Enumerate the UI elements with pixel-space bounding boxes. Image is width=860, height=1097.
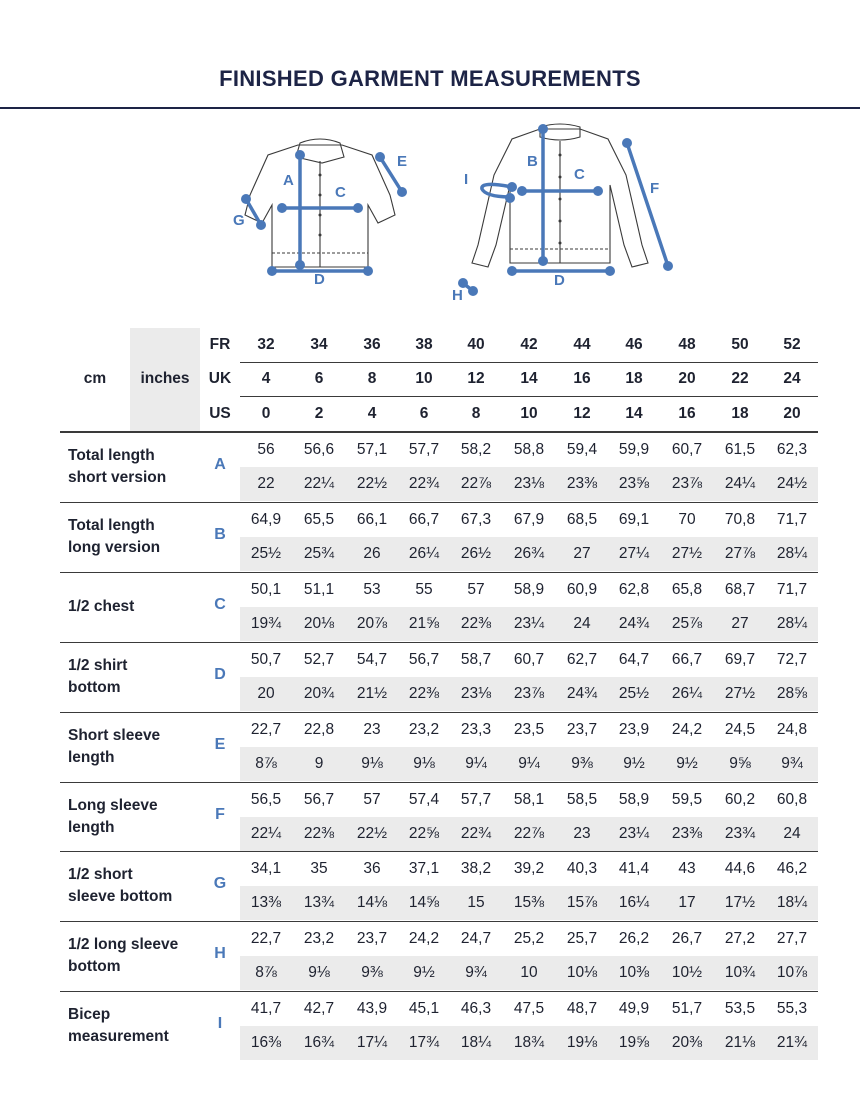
cm-value: 56,7: [303, 790, 335, 808]
cm-value: 41,7: [250, 1000, 282, 1018]
cm-value: 57: [467, 580, 485, 598]
size-us-2: 2: [314, 405, 324, 422]
inch-value: 9⅜: [361, 964, 383, 982]
size-us-20: 20: [783, 405, 801, 422]
cm-value: 60,9: [566, 580, 598, 598]
size-system-uk: UK: [208, 370, 232, 387]
inch-value: 17: [678, 894, 696, 912]
inch-value: 23⅞: [513, 684, 545, 702]
size-us-8: 8: [471, 405, 481, 422]
inch-value: 22⅝: [408, 824, 440, 842]
cm-value: 58,2: [460, 441, 492, 458]
inch-value: 16⅜: [250, 1034, 282, 1052]
row-letter-b: B: [214, 525, 226, 543]
row-d-label-line: bottom: [68, 678, 121, 696]
size-us-16: 16: [678, 405, 696, 422]
cm-value: 46,2: [776, 860, 808, 878]
sketch-letter-a: A: [283, 172, 294, 189]
inch-value: 14⅛: [356, 894, 388, 912]
cm-value: 56,6: [303, 441, 335, 458]
size-system-fr: FR: [209, 336, 231, 353]
row-e-label: [68, 725, 208, 769]
cm-value: 23,5: [513, 720, 545, 738]
row-d-label-line: 1/2 shirt: [68, 656, 128, 674]
cm-value: 62,7: [566, 650, 598, 668]
inch-value: 9⅛: [361, 754, 383, 772]
cm-value: 23,3: [460, 720, 492, 738]
inch-value: 23¼: [618, 824, 650, 842]
cm-value: 53,5: [724, 1000, 756, 1018]
inch-value: 9½: [623, 754, 645, 772]
cm-value: 37,1: [408, 860, 440, 878]
inch-value: 21⅛: [724, 1034, 756, 1052]
inch-value: 8⅞: [255, 754, 277, 772]
size-us-12: 12: [573, 405, 591, 422]
inch-value: 15⅞: [566, 894, 598, 912]
inch-value: 27: [573, 544, 591, 562]
inch-value: 9½: [413, 964, 435, 982]
sketch-letter-b: B: [527, 153, 538, 170]
cm-value: 26,7: [671, 930, 703, 948]
row-c-label: [68, 596, 208, 618]
cm-value: 27,7: [776, 930, 808, 948]
row-g-label-line: sleeve bottom: [68, 888, 173, 906]
inch-value: 27½: [724, 684, 756, 702]
inch-value: 9⅛: [413, 754, 435, 772]
cm-value: 23: [363, 720, 381, 738]
inch-value: 24¼: [724, 475, 756, 492]
inch-value: 22⅜: [303, 824, 335, 842]
inch-value: 18¼: [460, 1034, 492, 1052]
cm-value: 58,9: [513, 580, 545, 598]
size-uk-14: 14: [520, 370, 538, 387]
cm-value: 58,8: [513, 441, 545, 458]
inch-value: 18¾: [513, 1034, 545, 1052]
inch-value: 22⅜: [408, 684, 440, 702]
cm-value: 57,1: [356, 441, 388, 458]
row-b-label: [68, 515, 208, 559]
cm-value: 23,7: [566, 720, 598, 738]
size-fr-50: 50: [731, 336, 749, 353]
size-fr-46: 46: [625, 336, 643, 353]
size-fr-48: 48: [678, 336, 696, 353]
cm-value: 69,7: [724, 650, 756, 668]
cm-value: 40,3: [566, 860, 598, 878]
inch-value: 10⅜: [618, 964, 650, 982]
cm-value: 24,8: [776, 720, 808, 738]
inch-value: 17¼: [356, 1034, 388, 1052]
cm-value: 55,3: [776, 1000, 808, 1018]
inch-value: 9¼: [518, 754, 540, 772]
row-g-label-line: 1/2 short: [68, 866, 133, 884]
inch-value: 23⅛: [460, 684, 492, 702]
inch-value: 10½: [671, 964, 703, 982]
cm-value: 60,7: [671, 441, 703, 458]
cm-value: 27,2: [724, 930, 756, 948]
size-uk-12: 12: [467, 370, 485, 387]
cm-value: 58,5: [566, 790, 598, 808]
cm-value: 52,7: [303, 650, 335, 668]
inch-value: 25½: [250, 544, 282, 562]
row-g-label: [68, 864, 208, 908]
cm-value: 56: [257, 441, 275, 458]
inch-value: 8⅞: [255, 964, 277, 982]
cm-value: 25,2: [513, 930, 545, 948]
sketch-letter-g: G: [233, 212, 245, 229]
size-system-us: US: [209, 405, 231, 422]
cm-value: 35: [310, 860, 328, 878]
inch-value: 9¾: [465, 964, 487, 982]
cm-value: 24,5: [724, 720, 756, 738]
inch-value: 22: [257, 475, 275, 492]
size-fr-40: 40: [467, 336, 485, 353]
size-fr-36: 36: [363, 336, 381, 353]
cm-value: 46,3: [460, 1000, 492, 1018]
inch-value: 10⅛: [566, 964, 598, 982]
row-letter-i: I: [217, 1015, 223, 1033]
inch-value: 26¼: [408, 544, 440, 562]
inch-value: 28¼: [776, 544, 808, 562]
page-title: FINISHED GARMENT MEASUREMENTS: [219, 66, 641, 91]
size-uk-18: 18: [625, 370, 643, 387]
size-uk-20: 20: [678, 370, 696, 387]
inch-value: 14⅝: [408, 894, 440, 912]
cm-value: 60,7: [513, 650, 545, 668]
sketch-letter-c2: C: [574, 166, 585, 183]
inch-value: 15: [467, 894, 485, 912]
inch-value: 17¾: [408, 1034, 440, 1052]
row-letter-h: H: [214, 945, 226, 963]
size-us-10: 10: [520, 405, 538, 422]
inch-value: 9⅛: [308, 964, 330, 982]
row-b-label-line: long version: [68, 538, 161, 556]
cm-value: 53: [363, 580, 381, 598]
size-fr-38: 38: [415, 336, 433, 353]
inch-value: 18¼: [776, 894, 808, 912]
cm-value: 68,5: [566, 510, 598, 528]
inch-value: 24½: [776, 475, 808, 492]
inch-value: 22¼: [303, 475, 335, 492]
cm-value: 23,2: [408, 720, 440, 738]
inch-value: 21½: [356, 684, 388, 702]
inch-value: 9⅝: [729, 754, 751, 772]
inch-value: 26: [363, 544, 381, 562]
sketch-letter-d2: D: [554, 272, 565, 289]
row-i-label: [68, 1004, 208, 1048]
row-f-label: [68, 795, 208, 839]
cm-value: 39,2: [513, 860, 545, 878]
cm-value: 71,7: [776, 580, 808, 598]
inch-value: 17½: [724, 894, 756, 912]
inch-value: 20: [257, 684, 275, 702]
row-h-label: [68, 934, 208, 978]
cm-value: 58,1: [513, 790, 545, 808]
row-h-label-line: 1/2 long sleeve: [68, 936, 179, 954]
cm-value: 71,7: [776, 510, 808, 528]
inch-value: 16¾: [303, 1034, 335, 1052]
cm-value: 23,7: [356, 930, 388, 948]
cm-value: 36: [363, 860, 381, 878]
inch-value: 19⅝: [618, 1034, 650, 1052]
inch-value: 21¾: [776, 1034, 808, 1052]
inch-value: 26¾: [513, 544, 545, 562]
inch-value: 22⅞: [513, 824, 545, 842]
cm-value: 66,7: [408, 510, 440, 528]
size-uk-22: 22: [731, 370, 749, 387]
inch-value: 20⅛: [303, 614, 335, 632]
row-e-label-line: length: [68, 748, 115, 766]
size-fr-44: 44: [573, 336, 591, 353]
cm-value: 65,8: [671, 580, 703, 598]
cm-value: 59,9: [618, 441, 650, 458]
cm-value: 26,2: [618, 930, 650, 948]
inch-value: 9: [314, 754, 324, 772]
cm-value: 58,9: [618, 790, 650, 808]
row-h-label-line: bottom: [68, 958, 121, 976]
size-fr-34: 34: [310, 336, 328, 353]
inch-value: 9½: [676, 754, 698, 772]
inch-value: 20¾: [303, 684, 335, 702]
cm-value: 62,3: [776, 441, 808, 458]
sketch-letter-h: H: [452, 287, 463, 304]
size-uk-16: 16: [573, 370, 591, 387]
size-us-0: 0: [261, 405, 271, 422]
size-uk-8: 8: [367, 370, 377, 387]
row-e-label-line: Short sleeve: [68, 726, 161, 744]
inch-value: 27⅞: [724, 544, 756, 562]
unit-inches-label: inches: [140, 370, 190, 387]
cm-value: 22,8: [303, 720, 335, 738]
row-d-label: [68, 655, 208, 699]
inch-value: 10: [520, 964, 538, 982]
cm-value: 66,7: [671, 650, 703, 668]
size-us-6: 6: [419, 405, 429, 422]
size-uk-4: 4: [261, 370, 271, 387]
inch-value: 23⅝: [618, 475, 650, 492]
cm-value: 24,2: [671, 720, 703, 738]
cm-value: 23,2: [303, 930, 335, 948]
sketch-letter-c: C: [335, 184, 346, 201]
inch-value: 23¼: [513, 614, 545, 632]
inch-value: 9⅜: [571, 754, 593, 772]
inch-value: 26¼: [671, 684, 703, 702]
cm-value: 56,7: [408, 650, 440, 668]
size-fr-42: 42: [520, 336, 538, 353]
inch-value: 22⅜: [460, 614, 492, 632]
cm-value: 50,7: [250, 650, 282, 668]
inch-value: 23¾: [724, 824, 756, 842]
cm-value: 65,5: [303, 510, 335, 528]
inch-value: 24¾: [566, 684, 598, 702]
row-letter-f: F: [215, 805, 225, 823]
cm-value: 51,1: [303, 580, 335, 598]
cm-value: 64,7: [618, 650, 650, 668]
inch-value: 25⅞: [671, 614, 703, 632]
cm-value: 57,7: [408, 441, 440, 458]
row-f-label-line: Long sleeve: [68, 796, 158, 814]
size-fr-52: 52: [783, 336, 801, 353]
cm-value: 34,1: [250, 860, 282, 878]
inch-value: 23: [573, 824, 591, 842]
sketch-letter-f: F: [650, 180, 660, 197]
row-c-label-line: 1/2 chest: [68, 597, 135, 615]
inch-value: 28⅝: [776, 684, 808, 702]
cm-value: 67,3: [460, 510, 492, 528]
row-a-label-line: short version: [68, 469, 167, 486]
inch-value: 13⅜: [250, 894, 282, 912]
inch-value: 19⅛: [566, 1034, 598, 1052]
row-letter-g: G: [213, 875, 227, 893]
inch-value: 26½: [460, 544, 492, 562]
cm-value: 41,4: [618, 860, 650, 878]
cm-value: 50,1: [250, 580, 282, 598]
cm-value: 61,5: [724, 441, 756, 458]
cm-value: 38,2: [460, 860, 492, 878]
sketch-letter-i: I: [464, 171, 469, 188]
inch-value: 23⅜: [671, 824, 703, 842]
cm-value: 48,7: [566, 1000, 598, 1018]
cm-value: 47,5: [513, 1000, 545, 1018]
cm-value: 66,1: [356, 510, 388, 528]
inch-value: 16¼: [618, 894, 650, 912]
row-f-label-line: length: [68, 818, 115, 836]
sketch-letter-e: E: [397, 153, 408, 170]
inch-value: 24: [783, 824, 801, 842]
cm-value: 58,7: [460, 650, 492, 668]
row-letter-d: D: [214, 665, 226, 683]
cm-value: 57,7: [460, 790, 492, 808]
size-uk-10: 10: [415, 370, 433, 387]
row-i-label-line: measurement: [68, 1028, 169, 1046]
cm-value: 22,7: [250, 930, 282, 948]
inch-value: 28¼: [776, 614, 808, 632]
inch-value: 20⅞: [356, 614, 388, 632]
inch-value: 22½: [356, 824, 388, 842]
cm-value: 51,7: [671, 1000, 703, 1018]
row-b-label-line: Total length: [68, 516, 155, 534]
size-us-14: 14: [625, 405, 643, 422]
inch-value: 25½: [618, 684, 650, 702]
inch-value: 22¾: [408, 475, 440, 492]
inch-value: 25¾: [303, 544, 335, 562]
inch-value: 20⅜: [671, 1034, 703, 1052]
sketch-letter-d: D: [314, 271, 325, 288]
inch-value: 9¾: [781, 754, 803, 772]
inch-value: 23⅛: [513, 475, 545, 492]
size-us-18: 18: [731, 405, 749, 422]
cm-value: 24,7: [460, 930, 492, 948]
inch-value: 27½: [671, 544, 703, 562]
inch-value: 24: [573, 614, 591, 632]
inch-value: 10¾: [724, 964, 756, 982]
row-letter-e: E: [214, 735, 226, 753]
row-letter-c: C: [214, 595, 226, 613]
inch-value: 24¾: [618, 614, 650, 632]
row-a-label-line: Total length: [68, 447, 155, 464]
inch-value: 27¼: [618, 544, 650, 562]
inch-value: 22¾: [460, 824, 492, 842]
cm-value: 60,8: [776, 790, 808, 808]
cm-value: 70: [678, 510, 696, 528]
row-letter-a: A: [214, 456, 226, 473]
cm-value: 49,9: [618, 1000, 650, 1018]
row-a-label: [68, 445, 208, 489]
inch-value: 23⅞: [671, 475, 703, 492]
inch-value: 22⅞: [460, 475, 492, 492]
cm-value: 45,1: [408, 1000, 440, 1018]
cm-value: 42,7: [303, 1000, 335, 1018]
inch-value: 27: [731, 614, 749, 632]
cm-value: 59,5: [671, 790, 703, 808]
cm-value: 57,4: [408, 790, 440, 808]
cm-value: 64,9: [250, 510, 282, 528]
row-i-label-line: Bicep: [68, 1006, 111, 1024]
cm-value: 68,7: [724, 580, 756, 598]
inch-value: 15⅜: [513, 894, 545, 912]
cm-value: 43: [678, 860, 696, 878]
size-uk-6: 6: [314, 370, 324, 387]
cm-value: 59,4: [566, 441, 598, 458]
size-fr-32: 32: [257, 336, 275, 353]
inch-value: 10⅞: [776, 964, 808, 982]
inch-value: 13¾: [303, 894, 335, 912]
cm-value: 69,1: [618, 510, 650, 528]
unit-cm-label: cm: [83, 370, 107, 387]
inch-value: 23⅜: [566, 475, 598, 492]
size-uk-24: 24: [783, 370, 801, 387]
cm-value: 54,7: [356, 650, 388, 668]
size-us-4: 4: [367, 405, 377, 422]
cm-value: 60,2: [724, 790, 756, 808]
inch-value: 22½: [356, 475, 388, 492]
cm-value: 70,8: [724, 510, 756, 528]
inch-value: 9¼: [465, 754, 487, 772]
cm-value: 57: [363, 790, 381, 808]
cm-value: 62,8: [618, 580, 650, 598]
inch-value: 22¼: [250, 824, 282, 842]
cm-value: 72,7: [776, 650, 808, 668]
cm-value: 43,9: [356, 1000, 388, 1018]
cm-value: 44,6: [724, 860, 756, 878]
inch-value: 19¾: [250, 614, 282, 632]
cm-value: 25,7: [566, 930, 598, 948]
cm-value: 22,7: [250, 720, 282, 738]
cm-value: 24,2: [408, 930, 440, 948]
inch-value: 21⅝: [408, 614, 440, 632]
cm-value: 23,9: [618, 720, 650, 738]
cm-value: 67,9: [513, 510, 545, 528]
cm-value: 56,5: [250, 790, 282, 808]
cm-value: 55: [415, 580, 433, 598]
